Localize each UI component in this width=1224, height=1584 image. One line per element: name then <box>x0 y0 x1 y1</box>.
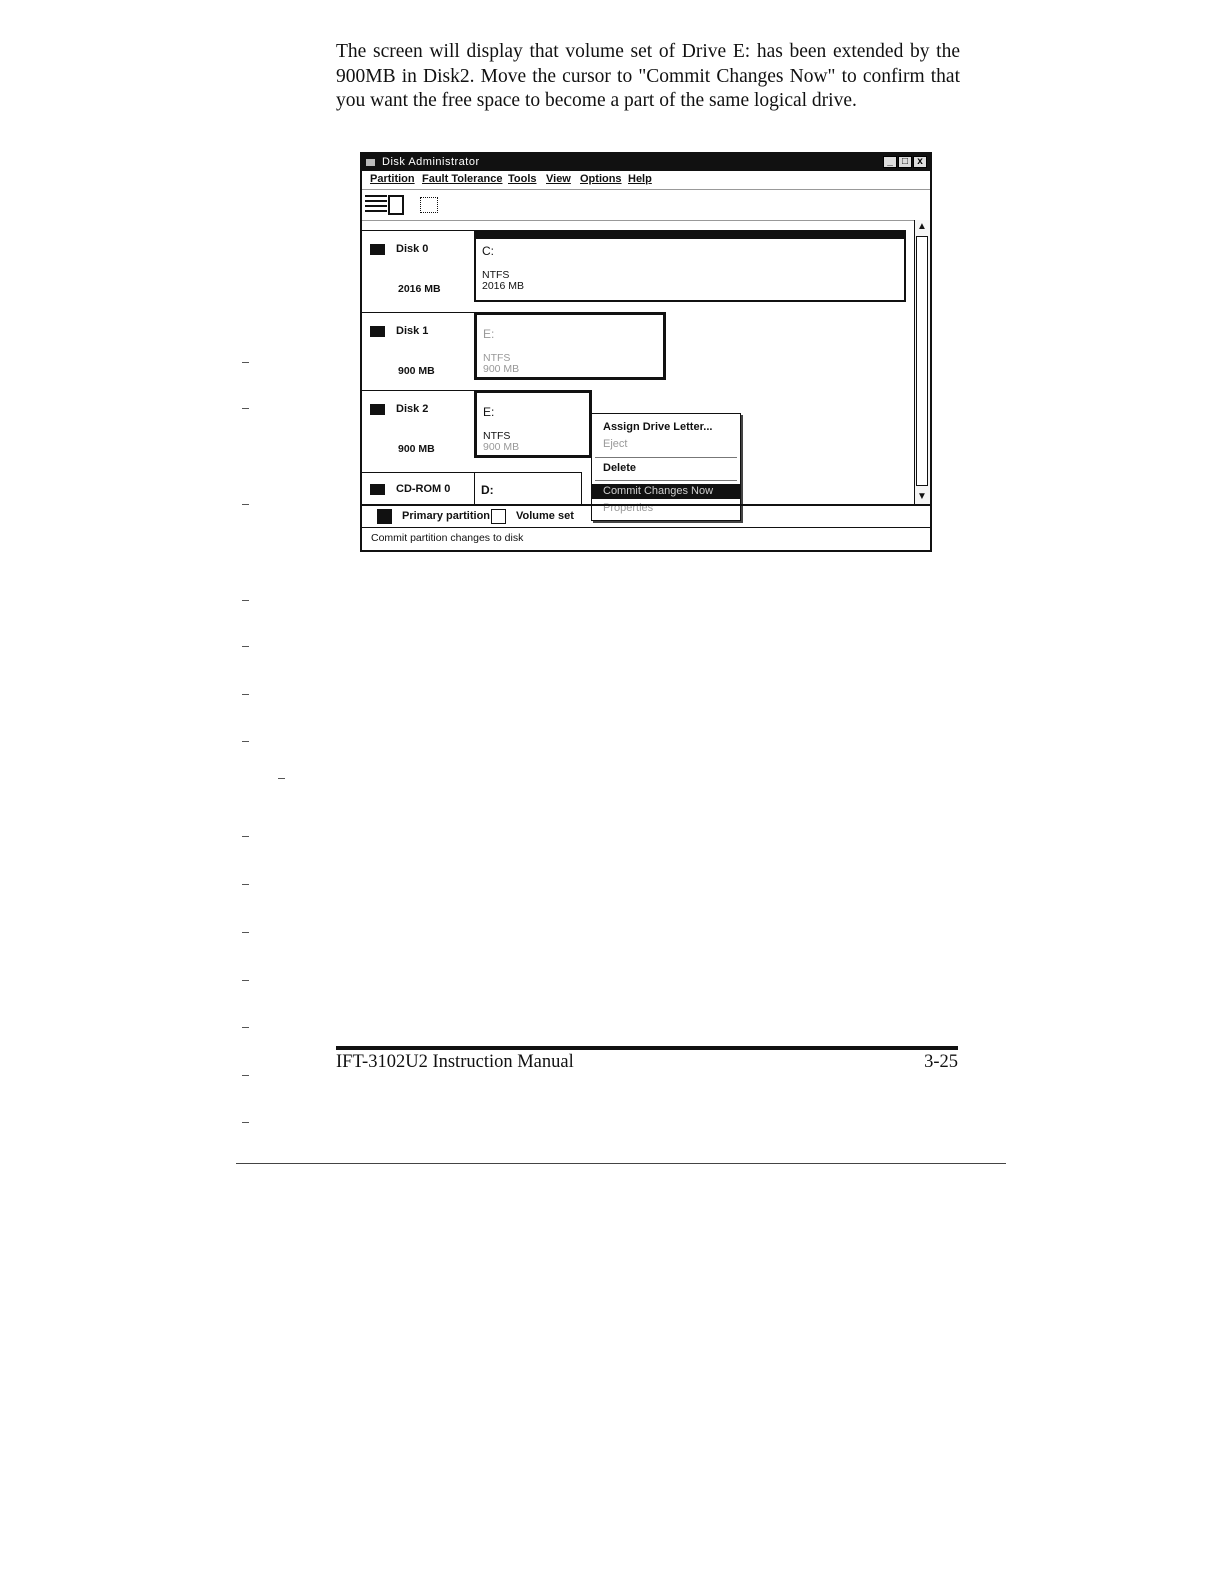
partition-details <box>483 431 519 453</box>
window-title: Disk Administrator <box>382 156 480 168</box>
scroll-down-arrow-icon[interactable]: ▼ <box>917 491 927 502</box>
volume-set-swatch <box>491 509 506 524</box>
disk-administrator-window <box>360 152 932 552</box>
disk-size: 900 MB <box>398 365 435 377</box>
maximize-button[interactable]: □ <box>898 156 912 168</box>
disk-size: 900 MB <box>398 443 435 455</box>
partition-letter: C: <box>482 244 494 258</box>
margin-mark <box>242 884 249 885</box>
partition-letter: D: <box>481 483 494 497</box>
properties-icon[interactable] <box>420 197 438 213</box>
partition-letter: E: <box>483 327 495 341</box>
partition-fs: NTFS <box>483 352 511 364</box>
partition-fs: NTFS <box>483 430 511 442</box>
page-number: 3-25 <box>924 1052 958 1072</box>
partition-type-bar <box>476 232 904 239</box>
partition-e-disk2[interactable] <box>474 390 592 458</box>
legend-volume-label: Volume set <box>516 510 574 522</box>
menu-bar <box>362 171 930 188</box>
margin-mark <box>242 646 249 647</box>
margin-mark <box>242 362 249 363</box>
hard-disk-icon <box>370 244 385 255</box>
menu-help[interactable]: Help <box>628 173 652 185</box>
primary-partition-swatch <box>377 509 392 524</box>
intro-paragraph: The screen will display that volume set of Drive E: has been extended by the 900MB in Disk2. Move the cursor to "Commit Changes Now" to confirm that you want the free space to become a part of the same logical drive. <box>336 41 960 111</box>
margin-mark <box>242 408 249 409</box>
partition-fs: NTFS <box>482 269 510 281</box>
menu-options[interactable]: Options <box>580 173 622 185</box>
margin-mark <box>242 504 249 505</box>
margin-mark <box>242 932 249 933</box>
disk-row <box>362 312 912 380</box>
vertical-scrollbar[interactable] <box>914 220 930 504</box>
margin-mark <box>242 694 249 695</box>
hard-disk-icon <box>370 404 385 415</box>
margin-mark <box>242 600 249 601</box>
disk-name: Disk 2 <box>396 403 429 415</box>
disk-label <box>362 472 474 507</box>
disk-label <box>362 312 474 381</box>
margin-mark <box>242 1027 249 1028</box>
disk-label <box>362 390 474 459</box>
close-button[interactable]: x <box>913 156 927 168</box>
app-icon <box>366 159 375 166</box>
legend-bar <box>362 504 930 527</box>
menu-tools[interactable]: Tools <box>508 173 537 185</box>
margin-mark <box>242 836 249 837</box>
volume-view-icon[interactable] <box>388 195 404 215</box>
legend-primary-label: Primary partition <box>402 510 491 522</box>
title-bar[interactable] <box>362 154 930 171</box>
footer-title: IFT-3102U2 Instruction Manual <box>336 1052 574 1072</box>
minimize-button[interactable]: _ <box>883 156 897 168</box>
margin-mark <box>242 1122 249 1123</box>
hard-disk-icon <box>370 326 385 337</box>
disk-label <box>362 230 474 303</box>
partition-size: 900 MB <box>483 441 520 453</box>
disk-name: Disk 1 <box>396 325 429 337</box>
footer-rule <box>336 1046 958 1050</box>
disk-name: Disk 0 <box>396 243 429 255</box>
disk-name: CD-ROM 0 <box>396 483 451 495</box>
toolbar <box>362 189 930 221</box>
partition-e-disk1[interactable] <box>474 312 666 380</box>
margin-mark <box>242 980 249 981</box>
menu-separator <box>595 457 737 458</box>
scroll-thumb[interactable] <box>916 236 928 486</box>
menu-item-properties[interactable]: Properties <box>603 502 654 514</box>
margin-mark <box>242 1075 249 1076</box>
disk-size: 2016 MB <box>398 283 441 295</box>
menu-view[interactable]: View <box>546 173 571 185</box>
partition-details <box>482 270 524 292</box>
partition-size: 900 MB <box>483 363 520 375</box>
disk-pane <box>362 220 930 514</box>
menu-separator <box>595 480 737 481</box>
margin-mark <box>278 778 285 779</box>
margin-mark <box>242 741 249 742</box>
menu-item-eject[interactable]: Eject <box>603 438 628 450</box>
disk-row <box>362 230 912 302</box>
menu-partition[interactable]: Partition <box>370 173 415 185</box>
partition-d[interactable] <box>474 472 582 506</box>
menu-item-commit-changes-now[interactable]: Commit Changes Now <box>592 484 740 499</box>
cd-rom-icon <box>370 484 385 495</box>
scroll-up-arrow-icon[interactable]: ▲ <box>917 221 927 232</box>
partition-details <box>483 353 519 375</box>
partition-letter: E: <box>483 405 495 419</box>
status-bar: Commit partition changes to disk <box>362 527 930 548</box>
partition-size: 2016 MB <box>482 280 525 292</box>
scan-edge-rule <box>236 1163 1006 1164</box>
menu-item-delete[interactable]: Delete <box>603 462 637 474</box>
menu-fault-tolerance[interactable]: Fault Tolerance <box>422 173 503 185</box>
disk-view-icon[interactable] <box>365 195 387 215</box>
menu-item-assign-drive-letter[interactable]: Assign Drive Letter... <box>603 421 713 433</box>
partition-c[interactable] <box>474 230 906 302</box>
